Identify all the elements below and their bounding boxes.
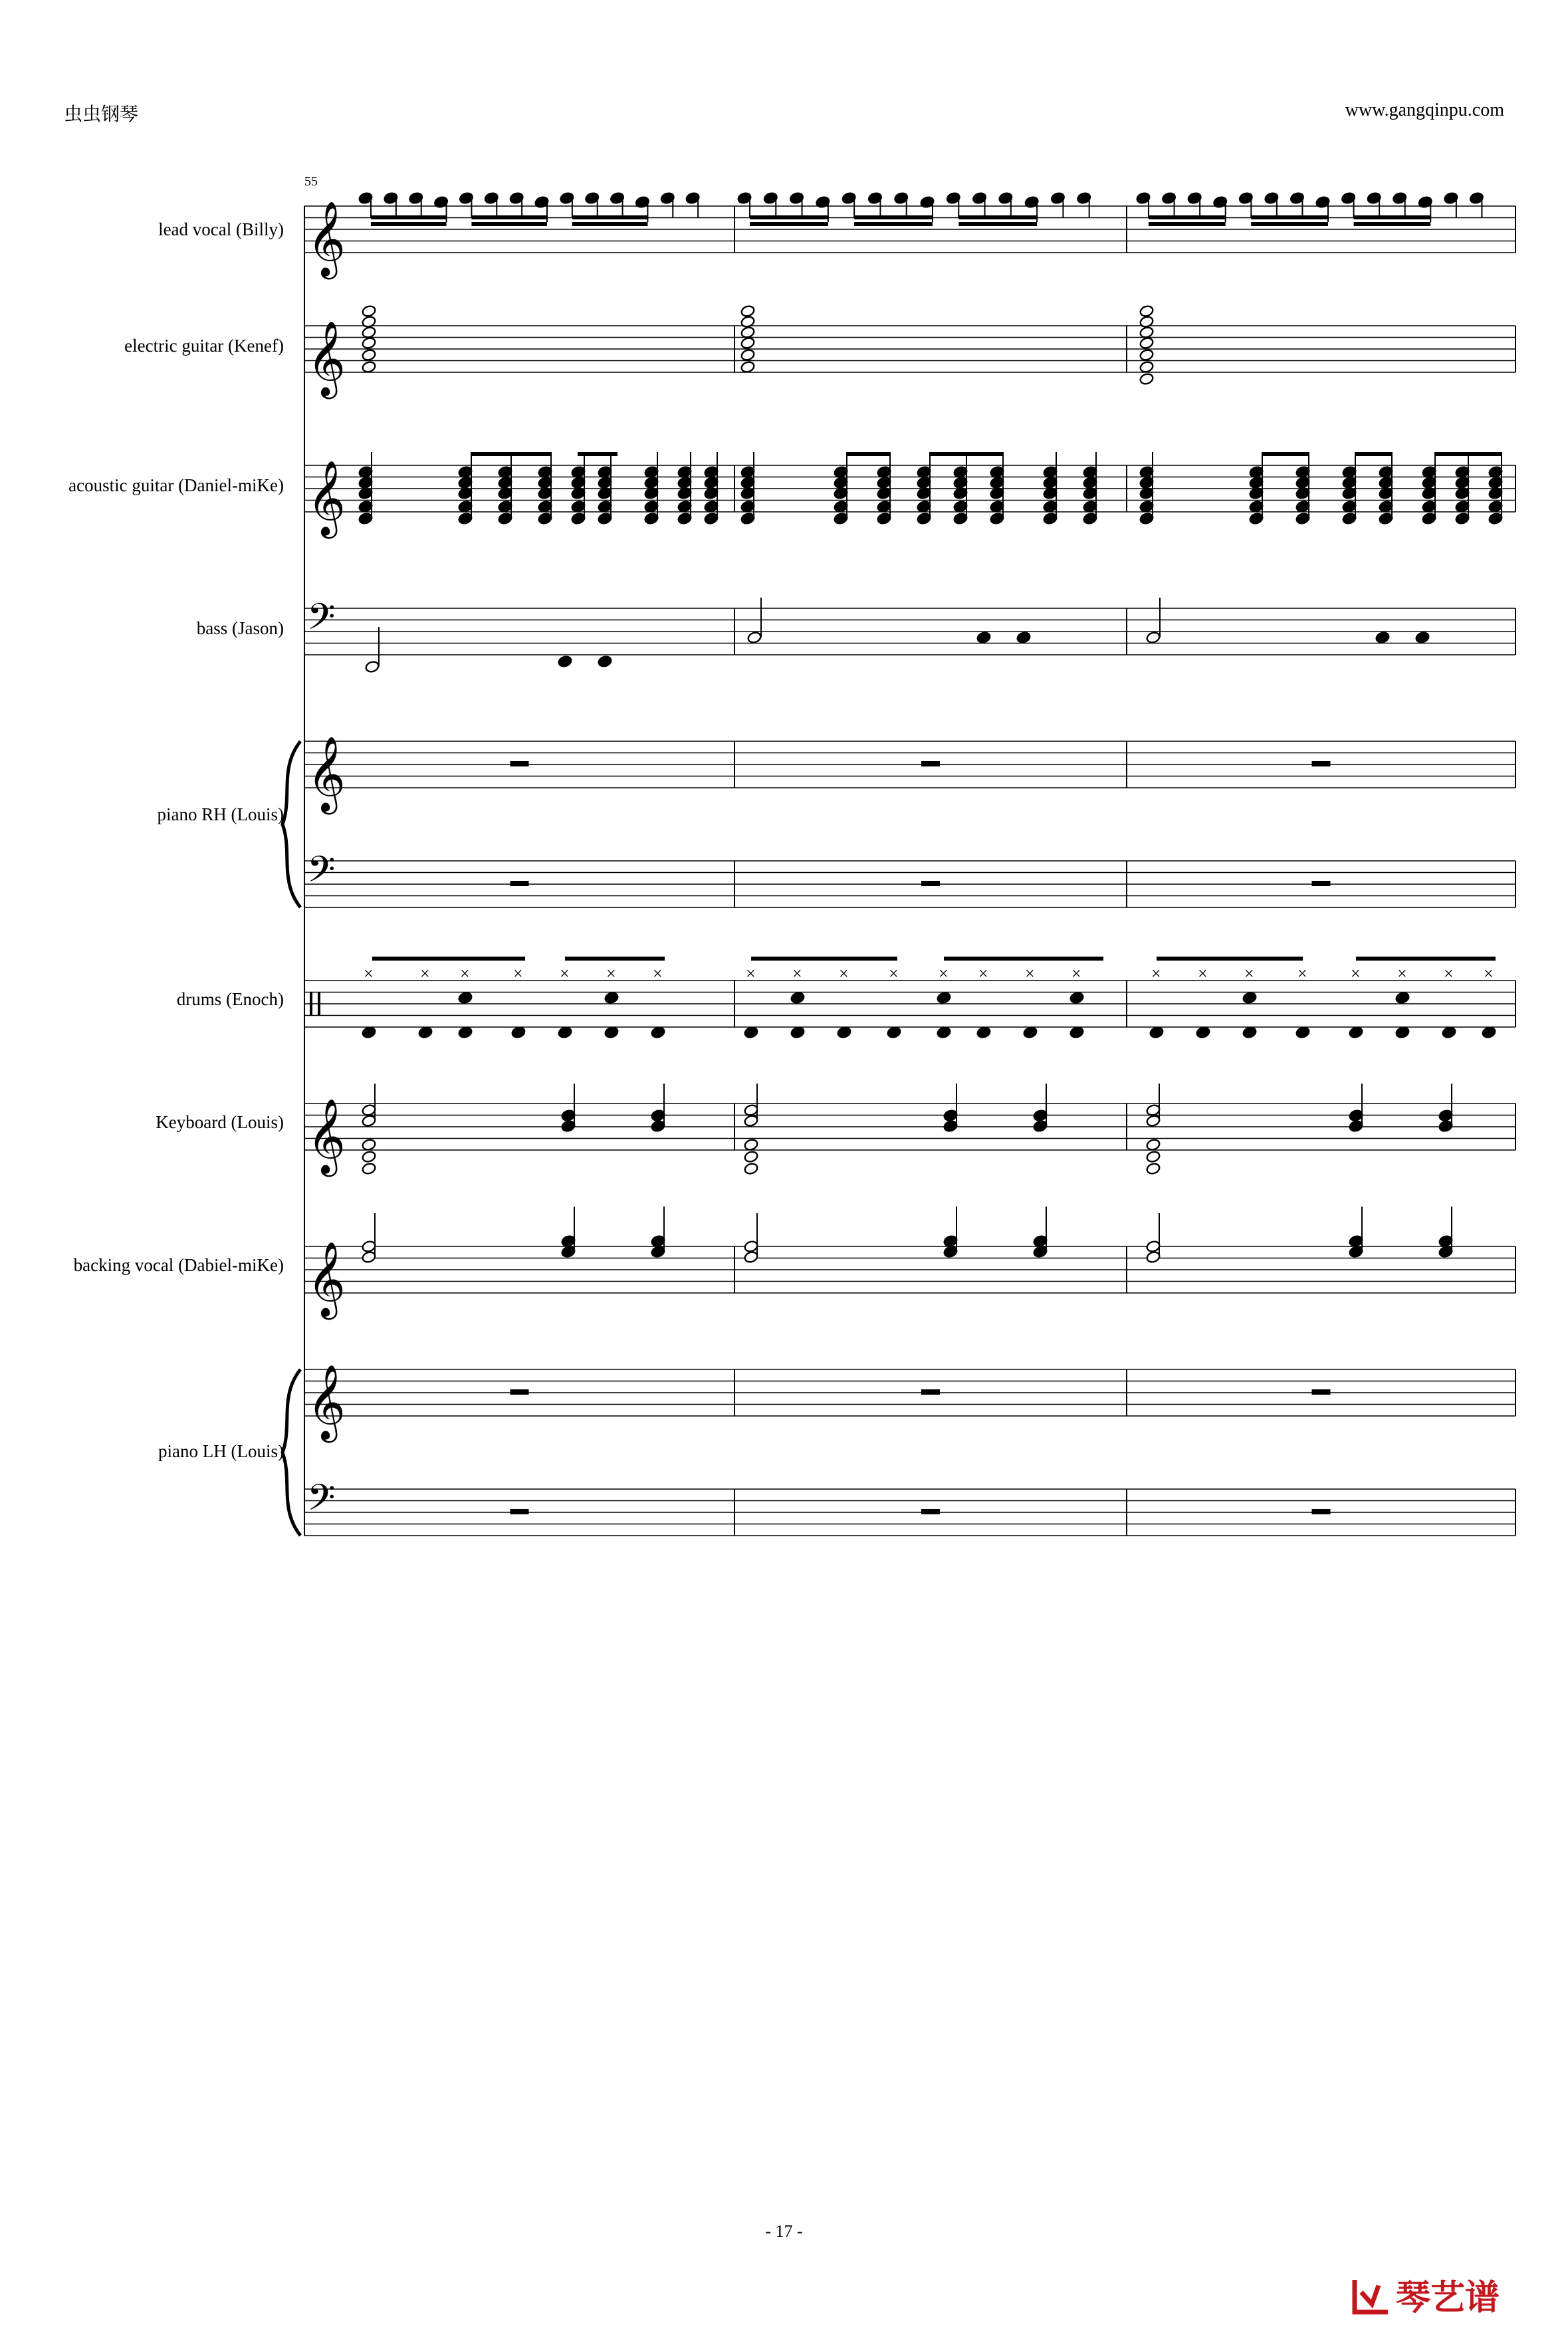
bass-half-note (747, 631, 762, 644)
acoustic-guitar-chord-note (498, 476, 513, 489)
keyboard-note (1033, 1109, 1048, 1122)
electric-guitar-chord-note (1139, 304, 1155, 318)
drums-hihat-note: × (1351, 964, 1361, 983)
keyboard-note (651, 1119, 666, 1133)
bass-note (976, 631, 992, 644)
piano-rh-lower-bass-clef: 𝄢 (307, 848, 336, 899)
instrument-label-backing-vocal: backing vocal (Dabiel-miKe) (73, 1255, 284, 1275)
acoustic-guitar-chord-note (1422, 500, 1437, 513)
drums-hihat-note: × (889, 964, 899, 983)
keyboard-chord-note (1146, 1114, 1161, 1127)
lead-vocal-beam (750, 222, 828, 226)
logo[interactable] (1349, 2272, 1549, 2319)
drums-percussion-clef (318, 992, 320, 1016)
acoustic-guitar-chord-note (990, 500, 1005, 513)
instrument-label-drums: drums (Enoch) (176, 989, 284, 1009)
electric-guitar-chord-note (1139, 315, 1155, 328)
drums-kick-note (976, 1026, 992, 1039)
acoustic-guitar-beam (578, 452, 617, 456)
lead-vocal-beam (371, 222, 447, 226)
backing-vocal-note (744, 1240, 759, 1253)
drums-kick-note (458, 1026, 473, 1039)
drums-hihat-note: × (1297, 964, 1307, 983)
backing-vocal-note (744, 1250, 759, 1264)
keyboard-chord-note (362, 1114, 377, 1127)
acoustic-guitar-chord-note (704, 500, 719, 513)
drums-snare-note (937, 991, 952, 1004)
acoustic-guitar-chord-note (1043, 512, 1058, 525)
backing-vocal-note (362, 1240, 377, 1253)
drums-hihat-note: × (364, 964, 374, 983)
electric-guitar-chord-note (1139, 336, 1155, 350)
drums-hihat-note: × (1151, 964, 1161, 983)
acoustic-guitar-chord-note (740, 500, 756, 513)
acoustic-guitar-chord-note (877, 512, 892, 525)
backing-vocal-note (943, 1245, 958, 1258)
acoustic-guitar-chord-note (1455, 476, 1470, 489)
drums-hihat-note: × (460, 964, 470, 983)
drums-kick-note (1482, 1026, 1497, 1039)
acoustic-guitar-chord-note (598, 500, 613, 513)
instrument-label-lead-vocal: lead vocal (Billy) (158, 219, 284, 239)
drums-kick-note (1023, 1026, 1038, 1039)
acoustic-guitar-chord-note (704, 476, 719, 489)
drums-kick-note (558, 1026, 573, 1039)
acoustic-guitar-chord-note (1249, 500, 1264, 513)
acoustic-guitar-chord-note (598, 476, 613, 489)
piano-lh-lower-whole-rest (1312, 1509, 1331, 1514)
drums-hihat-note: × (1244, 964, 1254, 983)
backing-vocal-note (362, 1250, 377, 1264)
keyboard-note (561, 1109, 576, 1122)
instrument-label-bass: bass (Jason) (196, 618, 284, 638)
drums-hihat-note: × (939, 964, 949, 983)
drums-kick-note (362, 1026, 377, 1039)
drums-snare-note (458, 991, 473, 1004)
acoustic-guitar-chord-note (1422, 512, 1437, 525)
acoustic-guitar-chord-note (458, 476, 473, 489)
keyboard-chord-note (1146, 1138, 1161, 1151)
keyboard-note (1438, 1119, 1454, 1133)
drums-hihat-note: × (1397, 964, 1407, 983)
electric-guitar-chord-note (1139, 372, 1155, 386)
acoustic-guitar-beam (471, 452, 551, 456)
acoustic-guitar-chord-note (1083, 512, 1098, 525)
acoustic-guitar-chord-note (1422, 476, 1437, 489)
drums-percussion-clef (310, 992, 312, 1016)
drums-snare-note (790, 991, 806, 1004)
keyboard-note (1349, 1119, 1364, 1133)
acoustic-guitar-chord-note (538, 512, 553, 525)
backing-vocal-note (1033, 1245, 1048, 1258)
drums-kick-note (887, 1026, 902, 1039)
piano-rh-upper-whole-rest (1312, 761, 1331, 766)
acoustic-guitar-chord-note (358, 512, 374, 525)
acoustic-guitar-chord-note (1379, 512, 1394, 525)
acoustic-guitar-chord-note (704, 512, 719, 525)
keyboard-chord-note (362, 1150, 377, 1163)
acoustic-guitar-chord-note (1043, 476, 1058, 489)
backing-vocal-note (1146, 1240, 1161, 1253)
backing-vocal-note (651, 1245, 666, 1258)
keyboard-chord-note (744, 1150, 759, 1163)
backing-vocal-note (1033, 1234, 1048, 1248)
piano-lh-lower-bass-clef: 𝄢 (307, 1476, 336, 1528)
acoustic-guitar-chord-note (571, 512, 586, 525)
piano-lh-upper-whole-rest (510, 1389, 529, 1395)
piano-rh-lower-whole-rest (921, 881, 940, 886)
acoustic-guitar-chord-note (1139, 476, 1155, 489)
electric-guitar-chord-note (362, 360, 377, 374)
backing-vocal-note (561, 1234, 576, 1248)
backing-vocal-note (1438, 1234, 1454, 1248)
lead-vocal-treble-clef: 𝄞 (307, 201, 346, 277)
drums-kick-note (1442, 1026, 1457, 1039)
drums-hihat-note: × (746, 964, 756, 983)
lead-vocal-beam (854, 215, 933, 219)
acoustic-guitar-beam (1435, 452, 1502, 456)
acoustic-guitar-beam (930, 452, 1003, 456)
acoustic-guitar-beam (1262, 452, 1309, 456)
drums-kick-note (1349, 1026, 1364, 1039)
acoustic-guitar-chord-note (1139, 500, 1155, 513)
keyboard-chord-note (362, 1138, 377, 1151)
drums-hihat-note: × (1025, 964, 1035, 983)
acoustic-guitar-chord-note (1083, 476, 1098, 489)
piano-rh-upper-whole-rest (921, 761, 940, 766)
acoustic-guitar-chord-note (834, 476, 849, 489)
acoustic-guitar-chord-note (1455, 500, 1470, 513)
logo-text: 琴艺谱 (1396, 2278, 1500, 2318)
drums-hihat-note: × (1484, 964, 1494, 983)
keyboard-chord-note (744, 1114, 759, 1127)
acoustic-guitar-chord-note (598, 512, 613, 525)
drums-beam (1157, 957, 1303, 961)
electric-guitar-chord-note (362, 315, 377, 328)
acoustic-guitar-chord-note (917, 512, 932, 525)
logo-icon (1355, 2280, 1388, 2312)
electric-guitar-chord-note (362, 336, 377, 350)
acoustic-guitar-chord-note (538, 476, 553, 489)
acoustic-guitar-chord-note (571, 476, 586, 489)
drums-hihat-note: × (653, 964, 663, 983)
drums-beam (944, 957, 1103, 961)
lead-vocal-beam (572, 215, 648, 219)
acoustic-guitar-chord-note (1083, 500, 1098, 513)
lead-vocal-beam (371, 215, 447, 219)
lead-vocal-beam (1354, 222, 1431, 226)
drums-kick-note (511, 1026, 526, 1039)
acoustic-guitar-treble-clef: 𝄞 (307, 460, 346, 536)
piano-rh-lower-whole-rest (510, 881, 529, 886)
keyboard-chord-note (1146, 1162, 1161, 1175)
drums-hihat-note: × (1071, 964, 1081, 983)
drums-hihat-note: × (606, 964, 616, 983)
drums-kick-note (837, 1026, 852, 1039)
drums-kick-note (418, 1026, 433, 1039)
piano-rh-upper-treble-clef: 𝄞 (307, 736, 346, 812)
measure-number: 55 (304, 174, 318, 189)
drums-hihat-note: × (513, 964, 523, 983)
drums-kick-note (1069, 1026, 1085, 1039)
bass-half-note (365, 660, 380, 673)
drums-kick-note (604, 1026, 619, 1039)
backing-vocal-treble-clef: 𝄞 (307, 1241, 346, 1317)
lead-vocal-beam (750, 215, 828, 219)
page-number: - 17 - (765, 2222, 803, 2241)
keyboard-note (1438, 1109, 1454, 1122)
acoustic-guitar-chord-note (358, 476, 374, 489)
backing-vocal-note (1349, 1234, 1364, 1248)
acoustic-guitar-chord-note (644, 512, 659, 525)
acoustic-guitar-chord-note (917, 476, 932, 489)
drums-beam (751, 957, 897, 961)
acoustic-guitar-chord-note (1342, 512, 1357, 525)
keyboard-note (1033, 1119, 1048, 1133)
drums-snare-note (1069, 991, 1085, 1004)
grand-staff-brace (282, 1369, 300, 1536)
drums-kick-note (1196, 1026, 1211, 1039)
bass-note (558, 655, 573, 668)
acoustic-guitar-chord-note (1249, 512, 1264, 525)
instrument-label-acoustic-guitar: acoustic guitar (Daniel-miKe) (68, 475, 284, 495)
acoustic-guitar-chord-note (1342, 476, 1357, 489)
drums-kick-note (1242, 1026, 1258, 1039)
drums-kick-note (937, 1026, 952, 1039)
acoustic-guitar-chord-note (877, 476, 892, 489)
lead-vocal-beam (958, 215, 1037, 219)
acoustic-guitar-chord-note (644, 500, 659, 513)
keyboard-chord-note (362, 1162, 377, 1175)
electric-guitar-chord-note (1139, 360, 1155, 374)
acoustic-guitar-beam (1355, 452, 1392, 456)
drums-snare-note (1242, 991, 1258, 1004)
acoustic-guitar-chord-note (740, 512, 756, 525)
acoustic-guitar-chord-note (834, 500, 849, 513)
lead-vocal-beam (1251, 222, 1328, 226)
backing-vocal-note (943, 1234, 958, 1248)
site-url[interactable]: www.gangqinpu.com (1345, 100, 1504, 120)
instrument-label-keyboard: Keyboard (Louis) (156, 1112, 284, 1132)
piano-lh-lower-whole-rest (510, 1509, 529, 1514)
electric-guitar-chord-note (740, 360, 756, 374)
drums-hihat-note: × (792, 964, 802, 983)
lead-vocal-beam (471, 222, 547, 226)
electric-guitar-chord-note (740, 348, 756, 362)
bass-note (1016, 631, 1032, 644)
bass-note (1415, 631, 1430, 644)
electric-guitar-chord-note (740, 304, 756, 318)
drums-kick-note (1395, 1026, 1410, 1039)
acoustic-guitar-chord-note (1295, 512, 1311, 525)
backing-vocal-note (651, 1234, 666, 1248)
lead-vocal-beam (1149, 222, 1226, 226)
site-name: 虫虫钢琴 (64, 104, 139, 125)
acoustic-guitar-chord-note (458, 500, 473, 513)
drums-snare-note (604, 991, 619, 1004)
electric-guitar-treble-clef: 𝄞 (307, 320, 346, 396)
backing-vocal-note (561, 1245, 576, 1258)
acoustic-guitar-chord-note (358, 500, 374, 513)
keyboard-note (943, 1119, 958, 1133)
drums-beam (565, 957, 665, 961)
keyboard-treble-clef: 𝄞 (307, 1098, 346, 1174)
grand-staff-brace (282, 741, 300, 907)
drums-hihat-note: × (839, 964, 849, 983)
lead-vocal-beam (854, 222, 933, 226)
acoustic-guitar-chord-note (538, 500, 553, 513)
keyboard-chord-note (744, 1162, 759, 1175)
drums-kick-note (744, 1026, 759, 1039)
drums-hihat-note: × (560, 964, 570, 983)
backing-vocal-note (1146, 1250, 1161, 1264)
electric-guitar-chord-note (362, 304, 377, 318)
acoustic-guitar-chord-note (498, 500, 513, 513)
drums-kick-note (1295, 1026, 1311, 1039)
acoustic-guitar-chord-note (1139, 512, 1155, 525)
instrument-label-piano-rh: piano RH (Louis) (157, 804, 284, 824)
acoustic-guitar-chord-note (1379, 500, 1394, 513)
acoustic-guitar-chord-note (834, 512, 849, 525)
piano-lh-upper-whole-rest (921, 1389, 940, 1395)
electric-guitar-chord-note (1139, 348, 1155, 362)
piano-rh-upper-whole-rest (510, 761, 529, 766)
acoustic-guitar-chord-note (1295, 476, 1311, 489)
bass-note (598, 655, 613, 668)
electric-guitar-chord-note (740, 315, 756, 328)
drums-snare-note (1395, 991, 1410, 1004)
lead-vocal-beam (471, 215, 547, 219)
drums-hihat-note: × (420, 964, 430, 983)
acoustic-guitar-chord-note (1379, 476, 1394, 489)
electric-guitar-chord-note (362, 348, 377, 362)
acoustic-guitar-chord-note (1488, 500, 1504, 513)
keyboard-note (1349, 1109, 1364, 1122)
acoustic-guitar-chord-note (990, 512, 1005, 525)
drums-kick-note (790, 1026, 806, 1039)
drums-hihat-note: × (978, 964, 988, 983)
acoustic-guitar-chord-note (953, 500, 968, 513)
drums-beam (372, 957, 525, 961)
acoustic-guitar-chord-note (1295, 500, 1311, 513)
drums-beam (1356, 957, 1496, 961)
acoustic-guitar-chord-note (917, 500, 932, 513)
bass-bass-clef: 𝄢 (307, 596, 336, 647)
keyboard-note (651, 1109, 666, 1122)
bass-half-note (1146, 631, 1161, 644)
keyboard-note (943, 1109, 958, 1122)
backing-vocal-note (1438, 1245, 1454, 1258)
piano-lh-lower-whole-rest (921, 1509, 940, 1514)
acoustic-guitar-chord-note (1455, 512, 1470, 525)
acoustic-guitar-chord-note (458, 512, 473, 525)
acoustic-guitar-chord-note (571, 500, 586, 513)
acoustic-guitar-chord-note (1488, 512, 1504, 525)
bass-note (1375, 631, 1391, 644)
lead-vocal-beam (572, 222, 648, 226)
lead-vocal-beam (1251, 215, 1328, 219)
acoustic-guitar-chord-note (1342, 500, 1357, 513)
acoustic-guitar-chord-note (677, 476, 693, 489)
drums-kick-note (651, 1026, 666, 1039)
acoustic-guitar-chord-note (953, 512, 968, 525)
instrument-label-electric-guitar: electric guitar (Kenef) (124, 336, 284, 356)
acoustic-guitar-chord-note (990, 476, 1005, 489)
lead-vocal-beam (1354, 215, 1431, 219)
backing-vocal-note (1349, 1245, 1364, 1258)
acoustic-guitar-chord-note (877, 500, 892, 513)
acoustic-guitar-chord-note (1043, 500, 1058, 513)
piano-rh-lower-whole-rest (1312, 881, 1331, 886)
keyboard-chord-note (744, 1138, 759, 1151)
piano-lh-upper-treble-clef: 𝄞 (307, 1364, 346, 1440)
acoustic-guitar-chord-note (498, 512, 513, 525)
acoustic-guitar-chord-note (644, 476, 659, 489)
acoustic-guitar-beam (847, 452, 890, 456)
lead-vocal-beam (1149, 215, 1226, 219)
acoustic-guitar-chord-note (1488, 476, 1504, 489)
instrument-label-piano-lh: piano LH (Louis) (158, 1441, 284, 1461)
acoustic-guitar-chord-note (677, 512, 693, 525)
keyboard-note (561, 1119, 576, 1133)
drums-hihat-note: × (1198, 964, 1208, 983)
drums-kick-note (1149, 1026, 1165, 1039)
acoustic-guitar-chord-note (1249, 476, 1264, 489)
piano-lh-upper-whole-rest (1312, 1389, 1331, 1395)
acoustic-guitar-chord-note (740, 476, 756, 489)
keyboard-chord-note (1146, 1150, 1161, 1163)
acoustic-guitar-chord-note (677, 500, 693, 513)
lead-vocal-beam (958, 222, 1037, 226)
drums-hihat-note: × (1444, 964, 1454, 983)
electric-guitar-chord-note (740, 336, 756, 350)
acoustic-guitar-chord-note (953, 476, 968, 489)
